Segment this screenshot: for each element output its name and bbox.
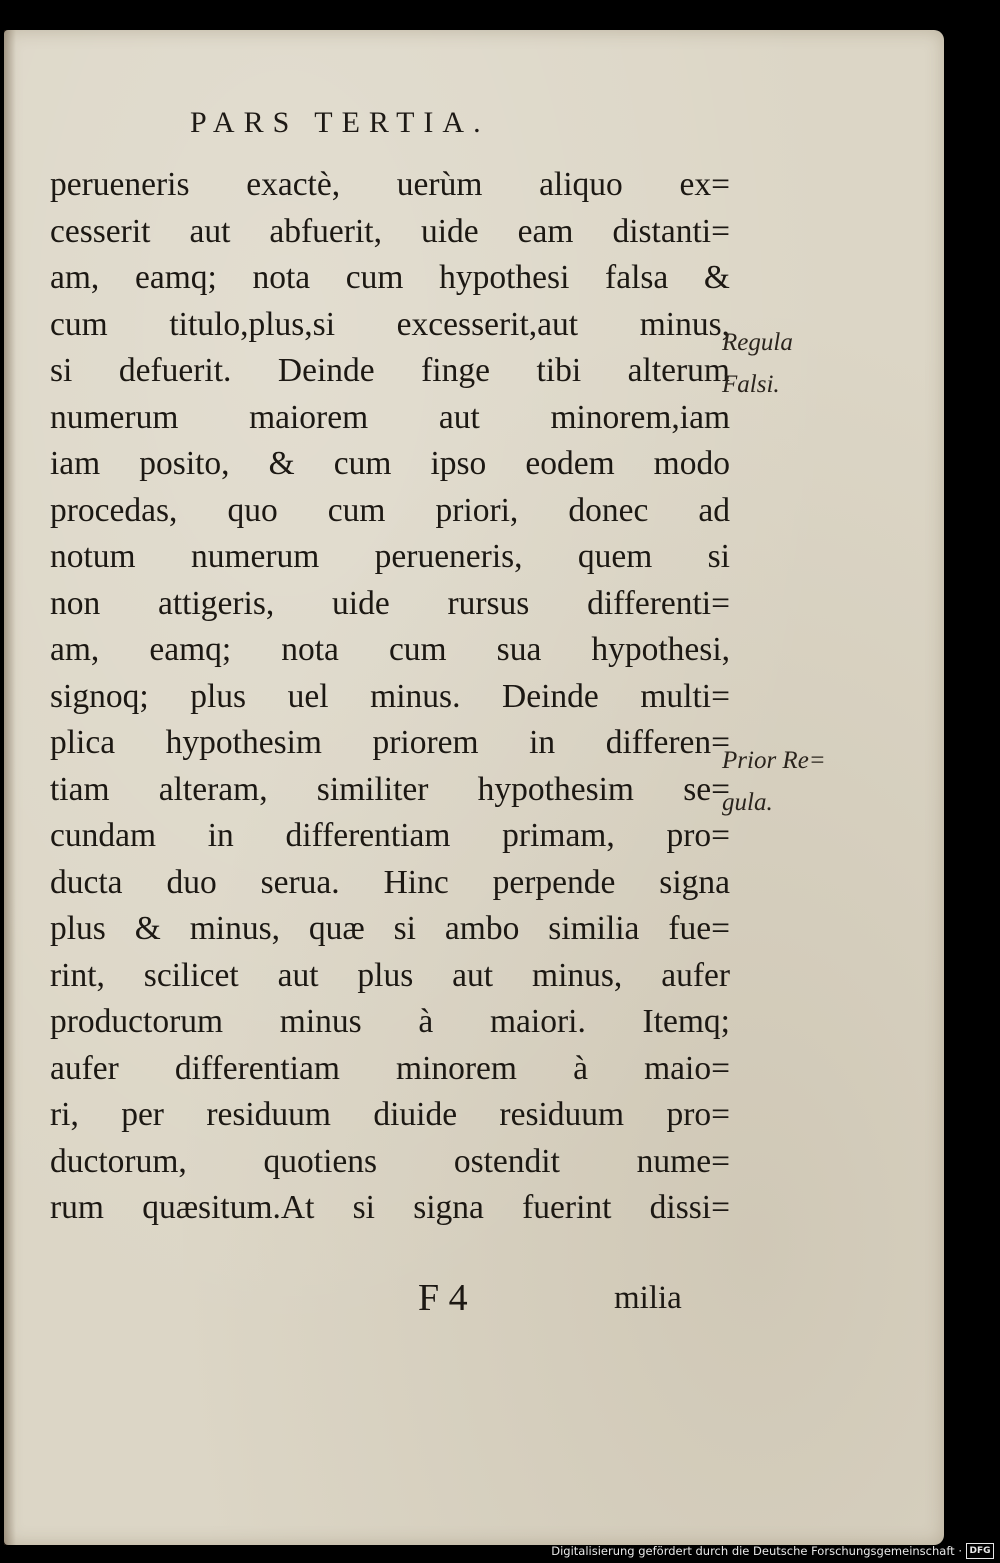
text-line: non attigeris, uide rursus differenti= bbox=[50, 584, 730, 622]
margin-note-prior-regula bbox=[722, 740, 826, 824]
text-line: ductorum, quotiens ostendit nume= bbox=[50, 1142, 730, 1180]
margin-note-regula-falsi bbox=[722, 322, 793, 406]
text-line: tiam alteram, similiter hypothesim se= bbox=[50, 770, 730, 808]
text-line: cesserit aut abfuerit, uide eam distanti= bbox=[50, 212, 730, 250]
text-line: signoq; plus uel minus. Deinde multi= bbox=[50, 677, 730, 715]
text-line: rum quæsitum.At si signa fuerint dissi= bbox=[50, 1189, 730, 1226]
body-text bbox=[50, 162, 730, 1232]
text-line: perueneris exactè, uerùm aliquo ex= bbox=[50, 166, 730, 203]
signature-mark: F 4 bbox=[418, 1277, 468, 1319]
text-line: rint, scilicet aut plus aut minus, aufer bbox=[50, 956, 730, 994]
page-gutter-shadow bbox=[4, 30, 16, 1545]
text-line: am, eamq; nota cum sua hypothesi, bbox=[50, 631, 730, 668]
text-line: aufer differentiam minorem à maio= bbox=[50, 1049, 730, 1087]
text-line: productorum minus à maiori. Itemq; bbox=[50, 1003, 730, 1040]
margin-note-line: Prior Re= bbox=[722, 747, 826, 774]
margin-note-line: Regula bbox=[722, 329, 793, 356]
footer-credit bbox=[551, 1540, 994, 1562]
dfg-logo-icon: DFG bbox=[966, 1543, 994, 1559]
text-line: cum titulo,plus,si excesserit,aut minus, bbox=[50, 305, 730, 343]
margin-note-line: gula. bbox=[722, 789, 773, 816]
text-line: plica hypothesim priorem in differen= bbox=[50, 724, 730, 761]
text-line: cundam in differentiam primam, pro= bbox=[50, 817, 730, 854]
text-line: si defuerit. Deinde finge tibi alterum bbox=[50, 352, 730, 389]
text-line: plus & minus, quæ si ambo similia fue= bbox=[50, 910, 730, 947]
text-line: ri, per residuum diuide residuum pro= bbox=[50, 1096, 730, 1133]
text-line: am, eamq; nota cum hypothesi falsa & bbox=[50, 259, 730, 296]
catchword: milia bbox=[614, 1280, 682, 1316]
text-line: iam posito, & cum ipso eodem modo bbox=[50, 445, 730, 482]
text-line: procedas, quo cum priori, donec ad bbox=[50, 491, 730, 529]
footer-text: Digitalisierung gefördert durch die Deutsche Forschungsgemeinschaft · bbox=[551, 1544, 962, 1558]
running-head: PARS TERTIA. bbox=[190, 106, 490, 139]
margin-note-line: Falsi. bbox=[722, 371, 780, 398]
text-line: ducta duo serua. Hinc perpende signa bbox=[50, 863, 730, 901]
text-line: notum numerum perueneris, quem si bbox=[50, 538, 730, 575]
text-line: numerum maiorem aut minorem,iam bbox=[50, 398, 730, 436]
